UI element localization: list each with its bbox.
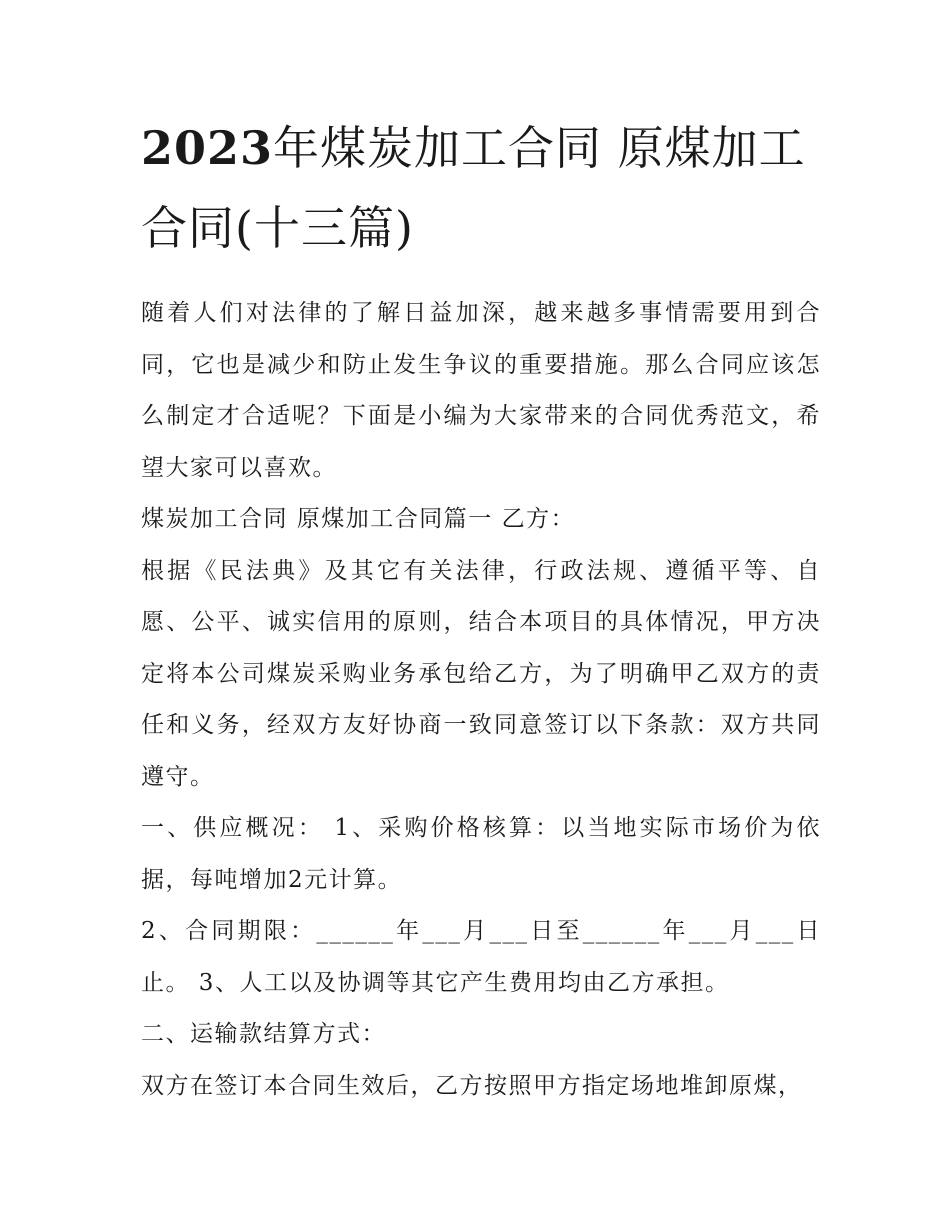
document-title bbox=[141, 108, 821, 268]
section-heading: 煤炭加工合同 原煤加工合同篇一 乙方： bbox=[141, 506, 576, 532]
clause-term: 2、合同期限：______年___月___日至______年___月___日止。 3、人工以及协调等其它产生费用均由乙方承担。 bbox=[141, 918, 821, 996]
intro-paragraph: 随着人们对法律的了解日益加深，越来越多事情需要用到合同，它也是减少和防止发生争议的重要措施。那么合同应该怎么制定才合适呢？下面是小编为大家带来的合同优秀范文，希望大家可以喜欢。 bbox=[141, 300, 821, 481]
document-page bbox=[141, 108, 821, 1112]
clause-payment-heading: 二、运输款结算方式： bbox=[141, 1021, 386, 1047]
preamble-paragraph: 根据《民法典》及其它有关法律，行政法规、遵循平等、自愿、公平、诚实信用的原则，结合本项目的具体情况，甲方决定将本公司煤炭采购业务承包给乙方，为了明确甲乙双方的责任和义务，经双方友好协商一致同意签订以下条款：双方共同遵守。 bbox=[141, 557, 821, 790]
title-year: 2023 bbox=[141, 121, 274, 175]
title-text: 年煤炭加工合同 原煤加工合同(十三篇) bbox=[141, 121, 806, 255]
clause-supply: 一、供应概况： 1、采购价格核算：以当地实际市场价为依据，每吨增加2元计算。 bbox=[141, 815, 821, 893]
clause-payment-text: 双方在签订本合同生效后，乙方按照甲方指定场地堆卸原煤， bbox=[141, 1072, 803, 1099]
